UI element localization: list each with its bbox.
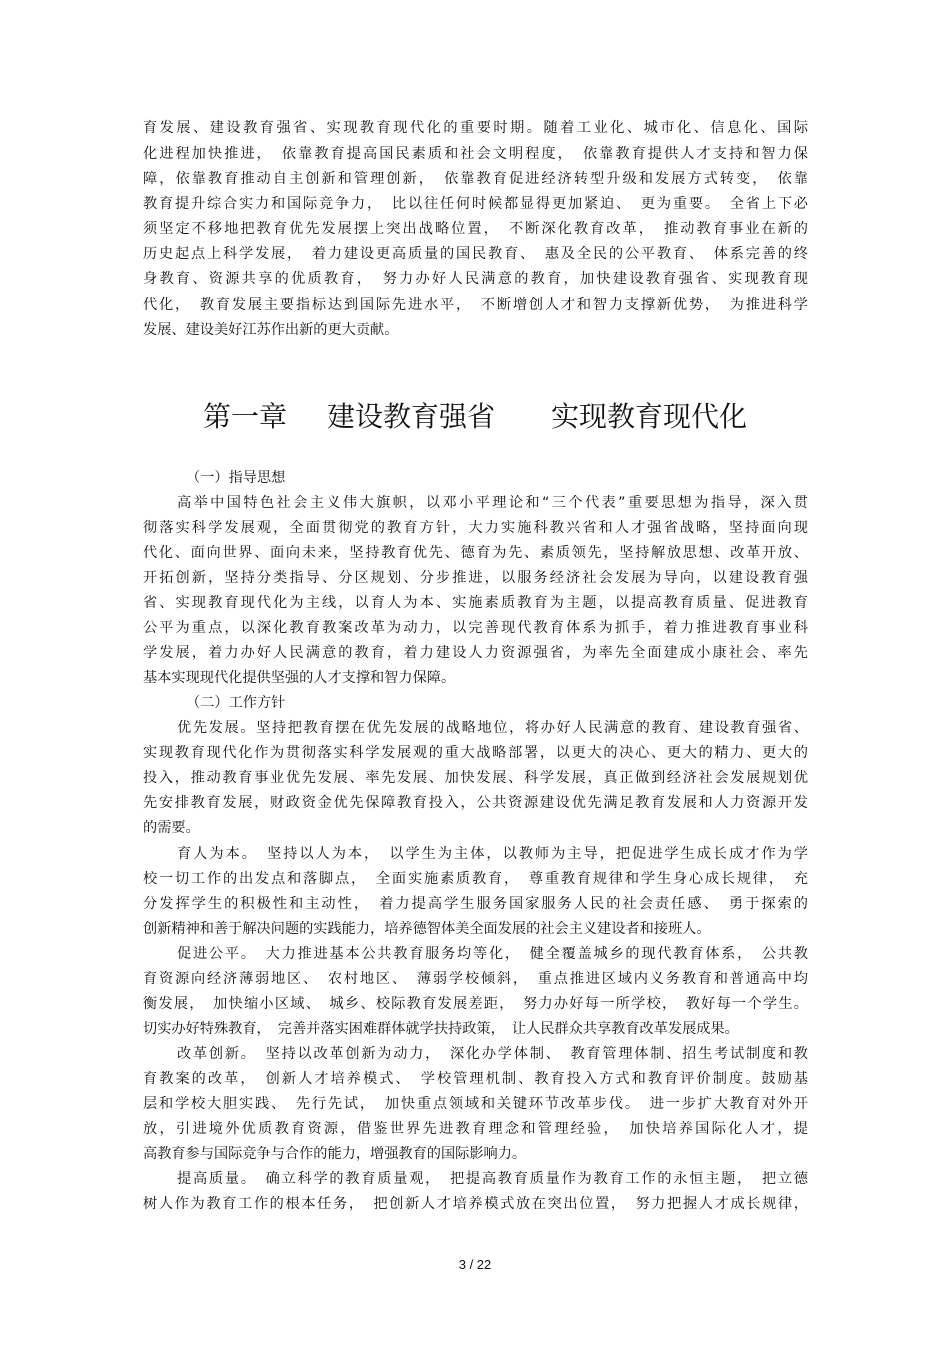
text-line: 放，引进境外优质教育资源，借鉴世界先进教育理念和管理经验， 加快培养国际化人才，提 <box>143 1121 808 1137</box>
section-heading: （一）指导思想 <box>186 470 286 486</box>
text-line: 学发展，着力办好人民满意的教育，着力建设人力资源强省，为率先全面建成小康社会、率先 <box>143 645 808 661</box>
text-line: 身教育、资源共享的优质教育， 努力办好人民满意的教育，加快建设教育强省、实现教育现 <box>143 271 808 287</box>
text-line: 育发展、建设教育强省、实现教育现代化的重要时期。随着工业化、城市化、信息化、国际 <box>143 120 808 136</box>
text-line: 化进程加快推进， 依靠教育提高国民素质和社会文明程度， 依靠教育提供人才支持和智力保 <box>143 146 808 162</box>
text-line: 障，依靠教育推动自主创新和管理创新， 依靠教育促进经济转型升级和发展方式转变， 依靠 <box>143 171 808 187</box>
text-line: 代化、面向世界、面向未来，坚持教育优先、德育为先、素质领先，坚持解放思想、改革开放、 <box>143 545 808 561</box>
text-line: 改革创新。 坚持以改革创新为动力， 深化办学体制、 教育管理体制、招生考试制度和教 <box>177 1046 808 1062</box>
text-line: 创新精神和善于解决问题的实践能力，培养德智体美全面发展的社会主义建设者和接班人。 <box>143 921 711 937</box>
text-line: 教育提升综合实力和国际竞争力， 比以往任何时候都显得更加紧迫、 更为重要。 全省上下必 <box>143 196 808 212</box>
text-line: 校一切工作的出发点和落脚点， 全面实施素质教育， 尊重教育规律和学生身心成长规律， 充 <box>143 871 808 887</box>
chapter-title <box>0 395 950 439</box>
text-line: 高举中国特色社会主义伟大旗帜，以邓小平理论和“三个代表”重要思想为指导，深入贯 <box>177 495 808 511</box>
text-line: 历史起点上科学发展， 着力建设更高质量的国民教育、 惠及全民的公平教育、 体系完善的终 <box>143 246 808 262</box>
text-line: 代化， 教育发展主要指标达到国际先进水平， 不断增创人才和智力支撑新优势， 为推进科学 <box>143 297 808 313</box>
text-line: 层和学校大胆实践、 先行先试， 加快重点领域和关键环节改革步伐。 进一步扩大教育对外开 <box>143 1096 808 1112</box>
text-line: 发展、建设美好江苏作出新的更大贡献。 <box>143 322 399 338</box>
text-line: 育人为本。 坚持以人为本， 以学生为主体，以教师为主导，把促进学生成长成才作为学 <box>177 846 808 862</box>
text-line: 须坚定不移地把教育优先发展摆上突出战略位置， 不断深化教育改革， 推动教育事业在新的 <box>143 221 808 237</box>
text-line: 实现教育现代化作为贯彻落实科学发展观的重大战略部署，以更大的决心、更大的精力、更大的 <box>143 745 808 761</box>
text-line: 促进公平。 大力推进基本公共教育服务均等化， 健全覆盖城乡的现代教育体系， 公共教 <box>177 946 808 962</box>
chapter-title-part: 实现教育现代化 <box>551 400 748 433</box>
page-number: 3 / 22 <box>458 1257 492 1272</box>
text-line: 开拓创新，坚持分类指导、分区规划、分步推进，以服务经济社会发展为导向，以建设教育强 <box>143 570 808 586</box>
text-line: 衡发展， 加快缩小区域、 城乡、校际教育发展差距， 努力办好每一所学校， 教好每一个学生。 <box>143 996 808 1012</box>
chapter-title-part: 建设教育强省 <box>326 400 495 433</box>
text-line: 育资源向经济薄弱地区、 农村地区、 薄弱学校倾斜， 重点推进区域内义务教育和普通高中均 <box>143 971 808 987</box>
text-line: 省、实现教育现代化为主线，以育人为本、实施素质教育为主题，以提高教育质量、促进教育 <box>143 595 808 611</box>
text-line: 公平为重点，以深化教育教案改革为动力，以完善现代教育体系为抓手，着力推进教育事业科 <box>143 620 808 636</box>
chapter-number: 第一章 <box>202 400 287 433</box>
text-line: 分发挥学生的积极性和主动性， 着力提高学生服务国家服务人民的社会责任感、 勇于探索的 <box>143 896 808 912</box>
text-line: 树人作为教育工作的根本任务， 把创新人才培养模式放在突出位置， 努力把握人才成长规律， <box>143 1196 808 1212</box>
text-line: 高教育参与国际竞争与合作的能力，增强教育的国际影响力。 <box>143 1146 527 1162</box>
text-line: 育教案的改革， 创新人才培养模式、 学校管理机制、教育投入方式和教育评价制度。鼓励基 <box>143 1071 808 1087</box>
section-heading: （二）工作方针 <box>186 695 286 711</box>
text-line: 投入，推动教育事业优先发展、率先发展、加快发展、科学发展，真正做到经济社会发展规划优 <box>143 770 808 786</box>
text-line: 提高质量。 确立科学的教育质量观， 把提高教育质量作为教育工作的永恒主题， 把立德 <box>177 1171 808 1187</box>
text-line: 的需要。 <box>143 820 200 836</box>
text-line: 优先发展。坚持把教育摆在优先发展的战略地位，将办好人民满意的教育、建设教育强省、 <box>177 720 808 736</box>
text-line: 先安排教育发展，财政资金优先保障教育投入，公共资源建设优先满足教育发展和人力资源开发 <box>143 795 808 811</box>
text-line: 基本实现现代化提供坚强的人才支撑和智力保障。 <box>143 670 456 686</box>
text-line: 切实办好特殊教育， 完善并落实困难群体就学扶持政策， 让人民群众共享教育改革发展成果。 <box>143 1021 739 1037</box>
text-line: 彻落实科学发展观，全面贯彻党的教育方针，大力实施科教兴省和人才强省战略，坚持面向现 <box>143 520 808 536</box>
